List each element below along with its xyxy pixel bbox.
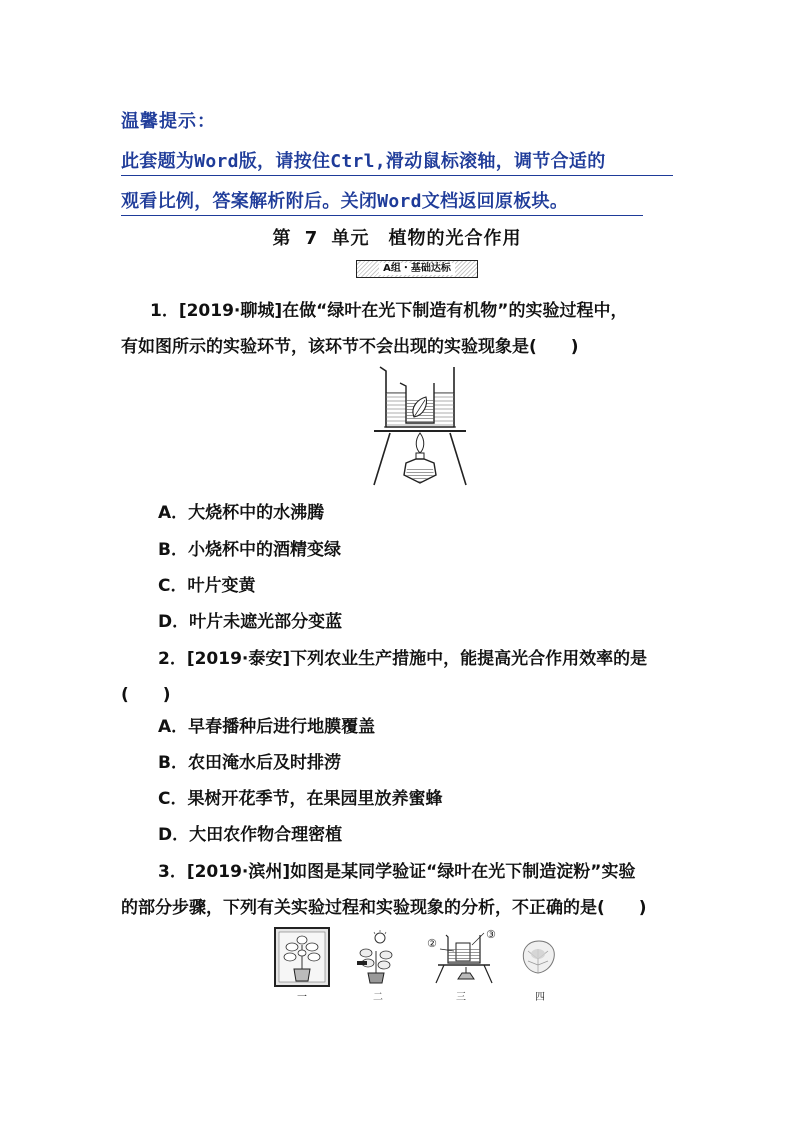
figure-caption-1: 一 <box>297 992 307 1003</box>
q2-option-b: B．农田淹水后及时排涝 <box>158 753 341 773</box>
q3-stem-line-2: 的部分步骤，下列有关实验过程和实验现象的分析，不正确的是( ) <box>121 898 647 918</box>
tip-title: 温馨提示： <box>121 111 216 132</box>
section-badge-label: A组・基础达标 <box>379 263 455 275</box>
q1-option-b: B．小烧杯中的酒精变绿 <box>158 540 341 560</box>
figure-caption-2: 二 <box>373 992 383 1003</box>
unit-title: 第 7 单元 植物的光合作用 <box>272 228 522 249</box>
q2-option-d: D．大田农作物合理密植 <box>158 825 343 845</box>
marker-3-label: ③ <box>486 928 496 941</box>
q2-stem-line-2: ( ) <box>121 685 171 705</box>
tip-line-1: 此套题为Word版，请按住Ctrl,滑动鼠标滚轴，调节合适的 <box>121 147 673 176</box>
tip-line-2: 观看比例，答案解析附后。关闭Word文档返回原板块。 <box>121 187 643 216</box>
plant-under-light-figure <box>352 929 400 985</box>
q1-option-c: C．叶片变黄 <box>158 576 256 596</box>
q1-option-d: D．叶片未遮光部分变蓝 <box>158 612 343 632</box>
q1-stem-line-1: 1．[2019·聊城]在做“绿叶在光下制造有机物”的实验过程中， <box>150 301 628 321</box>
q2-option-c: C．果树开花季节，在果园里放养蜜蜂 <box>158 789 443 809</box>
marker-2-label: ② <box>427 937 437 950</box>
water-bath-apparatus-figure <box>370 363 470 493</box>
q2-stem-line-1: 2．[2019·泰安]下列农业生产措施中，能提高光合作用效率的是 <box>158 649 648 669</box>
q2-option-a: A．早春播种后进行地膜覆盖 <box>158 717 376 737</box>
q1-option-a: A．大烧杯中的水沸腾 <box>158 503 325 523</box>
figure-caption-4: 四 <box>535 992 545 1003</box>
stained-leaf-figure <box>518 937 558 977</box>
figure-caption-3: 三 <box>456 992 466 1003</box>
q3-stem-line-1: 3．[2019·滨州]如图是某同学验证“绿叶在光下制造淀粉”实验 <box>158 862 636 882</box>
q1-stem-line-2: 有如图所示的实验环节，该环节不会出现的实验现象是( ) <box>121 337 579 357</box>
potted-plant-dark-figure <box>274 927 330 987</box>
section-badge <box>356 260 478 278</box>
